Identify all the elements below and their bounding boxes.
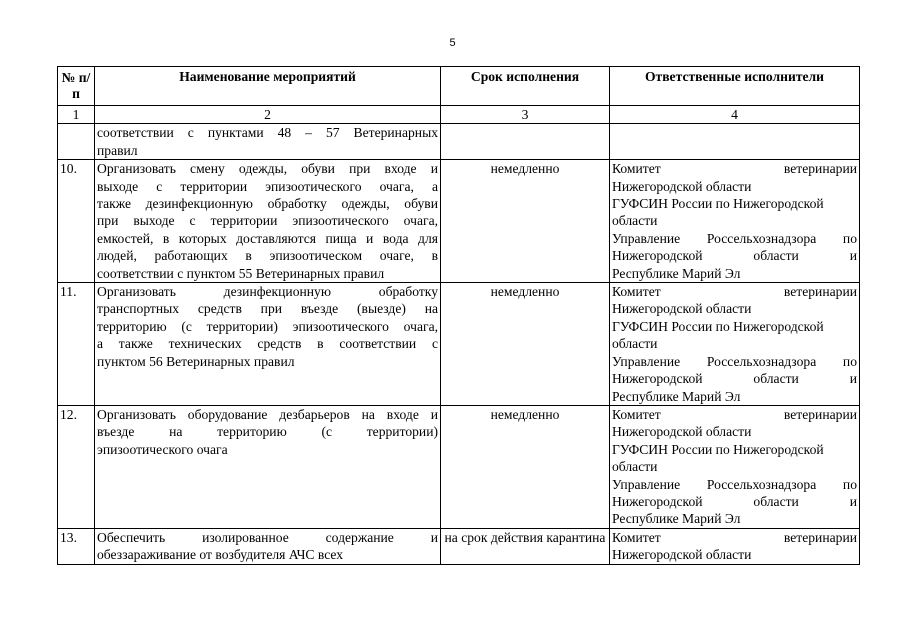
table-row [58,160,860,283]
measure-name-cell [95,528,441,564]
measure-name-line: людей, работающих в эпизоотическом очаге, в [97,248,438,264]
responsible-cell [610,283,860,406]
measure-name-line: также дезинфекционную обработку одежды, обуви [97,196,438,212]
header-responsible: Ответственные исполнители [610,67,860,106]
column-number-row [58,106,860,124]
measure-name-line: Организовать смену одежды, обуви при входе и [97,161,438,177]
measure-name-line: въезде на территорию (с территории) [97,424,438,440]
table-row [58,124,860,160]
measure-name-line: соответствии с пунктами 48 – 57 Ветеринарных [97,125,438,141]
measure-name-cell [95,160,441,283]
measure-name-line: выходе с территории эпизоотического очага, а [97,178,438,194]
responsible-line: Управление Россельхознадзора по [612,353,857,369]
deadline-cell: немедленно [441,160,610,283]
responsible-cell [610,124,860,160]
responsible-line: Управление Россельхознадзора по [612,476,857,492]
table-body [58,124,860,564]
measure-name-line: Организовать дезинфекционную обработку [97,284,438,300]
row-number [58,124,95,160]
measure-name-line: а также технических средств в соответствии с [97,336,438,352]
responsible-line: Нижегородской области и [612,371,857,387]
responsible-line: Комитет ветеринарии [612,529,857,545]
responsible-cell [610,528,860,564]
column-number: 4 [610,106,860,124]
table-row [58,405,860,528]
responsible-line: Нижегородской области [612,301,752,317]
measure-name-line: Обеспечить изолированное содержание и [97,529,438,545]
measure-name-line: соответствии с пунктом 55 Ветеринарных правил [97,265,385,281]
table-row [58,528,860,564]
measure-name-line: эпизоотического очага [97,441,228,457]
row-number: 11. [58,283,95,406]
measure-name-line: транспортных средств при въезде (выезде) на [97,301,438,317]
responsible-line: Республике Марий Эл [612,511,741,527]
responsible-cell [610,160,860,283]
column-number: 1 [58,106,95,124]
responsible-line: Республике Марий Эл [612,265,741,281]
measure-name-line: при выходе с территории эпизоотического очага, [97,213,438,229]
responsible-line: Нижегородской области и [612,493,857,509]
table-row [58,283,860,406]
page-number: 5 [449,37,456,49]
responsible-line: области [612,459,658,475]
measure-name-cell [95,405,441,528]
table-header-row [58,67,860,106]
header-num-text: № п/п [61,70,91,101]
responsible-line: Нижегородской области и [612,248,857,264]
responsible-line: ГУФСИН России по Нижегородской [612,441,824,457]
header-name: Наименование мероприятий [95,67,441,106]
responsible-line: Комитет ветеринарии [612,161,857,177]
measure-name-line: емкостей, в которых доставляются пища и вода для [97,230,438,246]
row-number: 12. [58,405,95,528]
responsible-line: области [612,336,658,352]
deadline-cell [441,124,610,160]
deadline-cell: немедленно [441,283,610,406]
header-num [58,67,95,106]
responsible-line: Нижегородской области [612,178,752,194]
measure-name-line: обеззараживание от возбудителя АЧС всех [97,547,344,563]
measure-name-line: Организовать оборудование дезбарьеров на входе и [97,406,438,422]
column-number: 2 [95,106,441,124]
responsible-line: ГУФСИН России по Нижегородской [612,196,824,212]
measures-table [57,66,860,565]
responsible-cell [610,405,860,528]
responsible-line: Республике Марий Эл [612,388,741,404]
responsible-line: Комитет ветеринарии [612,284,857,300]
measure-name-line: правил [97,142,138,158]
responsible-line: Нижегородской области [612,424,752,440]
responsible-line: области [612,213,658,229]
measure-name-line: пунктом 56 Ветеринарных правил [97,353,295,369]
measure-name-line: территорию (с территории) эпизоотического очага, [97,318,438,334]
responsible-line: Комитет ветеринарии [612,406,857,422]
responsible-line: ГУФСИН России по Нижегородской [612,318,824,334]
row-number: 13. [58,528,95,564]
measure-name-cell [95,124,441,160]
header-deadline: Срок исполнения [441,67,610,106]
deadline-cell: немедленно [441,405,610,528]
measure-name-cell [95,283,441,406]
column-number: 3 [441,106,610,124]
deadline-cell: на срок действия карантина [441,528,610,564]
row-number: 10. [58,160,95,283]
responsible-line: Управление Россельхознадзора по [612,230,857,246]
responsible-line: Нижегородской области [612,547,752,563]
